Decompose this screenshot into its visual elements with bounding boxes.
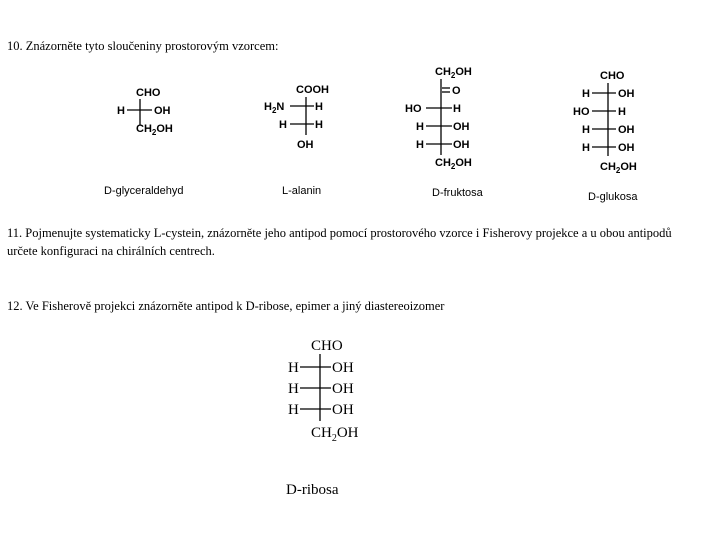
glucose-row4-left: H bbox=[582, 142, 590, 154]
fructose-ketone-oxygen: O bbox=[452, 85, 461, 97]
fructose-row2-right: OH bbox=[453, 121, 470, 133]
ribose-row1-left: H bbox=[288, 360, 299, 376]
alanine-top-group: COOH bbox=[296, 84, 329, 96]
glucose-row1-right: OH bbox=[618, 88, 635, 100]
fructose-bottom-group: $CH_2OH$ bbox=[435, 157, 472, 171]
ribose-structure bbox=[280, 336, 390, 501]
ribose-row3-left: H bbox=[288, 402, 299, 418]
glyceraldehyde-top-group: CHO bbox=[136, 87, 161, 99]
task-11-text: 11. Pojmenujte systematicky L-cystein, znázorněte jeho antipod pomocí prostorového vzorce i Fisherovy projekce a u obou antipodů určete konfiguraci na chirálních centrech. bbox=[7, 226, 672, 258]
glucose-row3-left: H bbox=[582, 124, 590, 136]
alanine-row1-left: $H_2N$ bbox=[264, 101, 285, 115]
fructose-row1-left: HO bbox=[405, 103, 422, 115]
alanine-structure bbox=[262, 80, 342, 200]
glucose-top-group: CHO bbox=[600, 70, 625, 82]
glucose-row4-right: OH bbox=[618, 142, 635, 154]
glucose-row1-left: H bbox=[582, 88, 590, 100]
fructose-top-group: $CH_2OH$ bbox=[435, 66, 472, 80]
fructose-row1-right: H bbox=[453, 103, 461, 115]
ribose-bottom-group: $CH_2OH$ bbox=[311, 425, 359, 444]
alanine-row2-left: H bbox=[279, 119, 287, 131]
ribose-caption: D-ribosa bbox=[286, 482, 339, 498]
alanine-caption: L-alanin bbox=[282, 185, 322, 197]
task-12-text: 12. Ve Fisherově projekci znázorněte antipod k D-ribose, epimer a jiný diastereoizomer bbox=[7, 299, 445, 313]
glyceraldehyde-structure bbox=[104, 80, 204, 200]
glucose-structure bbox=[572, 66, 672, 211]
alanine-row2-right: H bbox=[315, 119, 323, 131]
ribose-row2-right: OH bbox=[332, 381, 354, 397]
glucose-row3-right: OH bbox=[618, 124, 635, 136]
glyceraldehyde-bottom-group: $CH_2OH$ bbox=[136, 123, 173, 137]
fructose-structure bbox=[404, 62, 504, 207]
alanine-formula bbox=[262, 80, 342, 200]
fructose-formula bbox=[404, 62, 504, 207]
alanine-bottom-group: OH bbox=[297, 139, 314, 151]
glyceraldehyde-caption: D-glyceraldehyd bbox=[104, 185, 184, 197]
ribose-row1-right: OH bbox=[332, 360, 354, 376]
glucose-caption: D-glukosa bbox=[588, 191, 638, 203]
glucose-row2-right: H bbox=[618, 106, 626, 118]
ribose-formula bbox=[280, 336, 390, 501]
ribose-row2-left: H bbox=[288, 381, 299, 397]
fructose-row2-left: H bbox=[416, 121, 424, 133]
fructose-row3-left: H bbox=[416, 139, 424, 151]
fructose-row3-right: OH bbox=[453, 139, 470, 151]
glyceraldehyde-row1-right: OH bbox=[154, 105, 171, 117]
glucose-formula bbox=[572, 66, 672, 211]
alanine-row1-right: H bbox=[315, 101, 323, 113]
task-10-text: 10. Znázorněte tyto sloučeniny prostorovým vzorcem: bbox=[7, 39, 279, 53]
glucose-row2-left: HO bbox=[573, 106, 590, 118]
glyceraldehyde-row1-left: H bbox=[117, 105, 125, 117]
ribose-row3-right: OH bbox=[332, 402, 354, 418]
fructose-caption: D-fruktosa bbox=[432, 187, 483, 199]
glucose-bottom-group: $CH_2OH$ bbox=[600, 161, 637, 175]
ribose-top-group: CHO bbox=[311, 338, 343, 354]
glyceraldehyde-formula bbox=[104, 80, 204, 200]
